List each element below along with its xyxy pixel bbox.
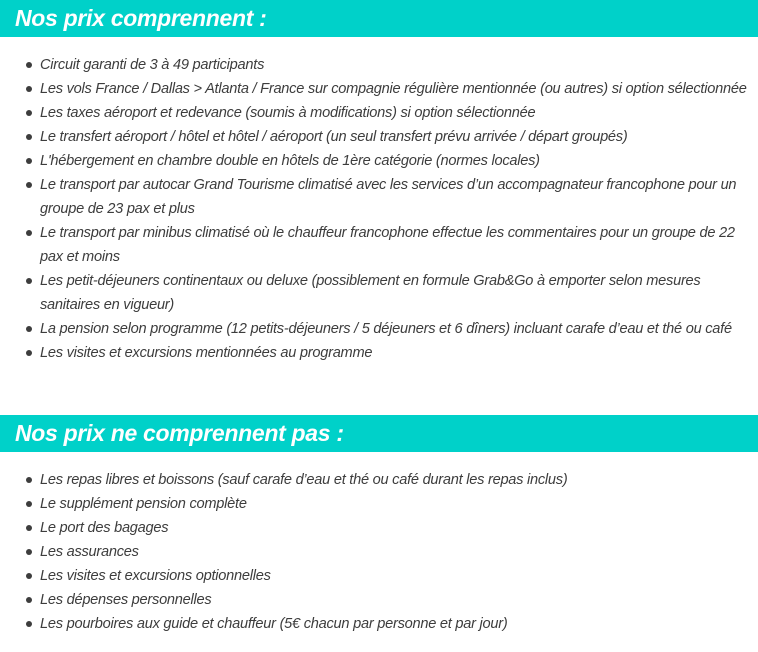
bullet-icon (26, 86, 32, 92)
bullet-icon (26, 350, 32, 356)
list-item-text: Le transfert aéroport / hôtel et hôtel / aéroport (un seul transfert prévu arrivée / départ groupés) (40, 129, 628, 145)
list-item (0, 173, 758, 221)
list-item-text: La pension selon programme (12 petits-déjeuners / 5 déjeuners et 6 dîners) incluant carafe d’eau et thé ou café (40, 321, 732, 337)
bullet-icon (26, 525, 32, 531)
bullet-icon (26, 62, 32, 68)
bullet-icon (26, 134, 32, 140)
included-list (0, 53, 758, 365)
list-item-text: Les petit-déjeuners continentaux ou deluxe (possiblement en formule Grab&Go à emporter selon mesures sanitaires en vigueur) (40, 273, 701, 313)
excluded-section-title: Nos prix ne comprennent pas : (0, 415, 758, 452)
bullet-icon (26, 110, 32, 116)
list-item (0, 77, 758, 101)
bullet-icon (26, 182, 32, 188)
list-item (0, 149, 758, 173)
list-item-text: Le transport par minibus climatisé où le chauffeur francophone effectue les commentaires pour un groupe de 22 pax et moins (40, 225, 735, 265)
list-item (0, 492, 758, 516)
bullet-icon (26, 597, 32, 603)
list-item (0, 317, 758, 341)
list-item (0, 612, 758, 636)
list-item-text: L'hébergement en chambre double en hôtels de 1ère catégorie (normes locales) (40, 153, 540, 169)
bullet-icon (26, 230, 32, 236)
list-item (0, 221, 758, 269)
bullet-icon (26, 278, 32, 284)
list-item (0, 468, 758, 492)
bullet-icon (26, 158, 32, 164)
list-item (0, 588, 758, 612)
list-item (0, 564, 758, 588)
list-item-text: Le port des bagages (40, 520, 169, 536)
list-item-text: Le supplément pension complète (40, 496, 247, 512)
list-item (0, 341, 758, 365)
list-item-text: Circuit garanti de 3 à 49 participants (40, 57, 265, 73)
list-item (0, 125, 758, 149)
list-item (0, 101, 758, 125)
list-item (0, 53, 758, 77)
list-item (0, 540, 758, 564)
bullet-icon (26, 501, 32, 507)
bullet-icon (26, 573, 32, 579)
bullet-icon (26, 621, 32, 627)
list-item-text: Les dépenses personnelles (40, 592, 212, 608)
list-item-text: Les visites et excursions mentionnées au programme (40, 345, 373, 361)
list-item-text: Les visites et excursions optionnelles (40, 568, 271, 584)
list-item-text: Le transport par autocar Grand Tourisme climatisé avec les services d’un accompagnateur francophone pour un groupe de 23 pax et plus (40, 177, 737, 217)
list-item-text: Les repas libres et boissons (sauf carafe d’eau et thé ou café durant les repas inclus) (40, 472, 568, 488)
list-item-text: Les taxes aéroport et redevance (soumis à modifications) si option sélectionnée (40, 105, 536, 121)
bullet-icon (26, 326, 32, 332)
list-item (0, 516, 758, 540)
bullet-icon (26, 477, 32, 483)
included-section-title: Nos prix comprennent : (0, 0, 758, 37)
bullet-icon (26, 549, 32, 555)
list-item-text: Les vols France / Dallas > Atlanta / France sur compagnie régulière mentionnée (ou autres) si option sélectionnée (40, 81, 747, 97)
excluded-list (0, 468, 758, 636)
list-item-text: Les assurances (40, 544, 139, 560)
list-item (0, 269, 758, 317)
list-item-text: Les pourboires aux guide et chauffeur (5€ chacun par personne et par jour) (40, 616, 508, 632)
